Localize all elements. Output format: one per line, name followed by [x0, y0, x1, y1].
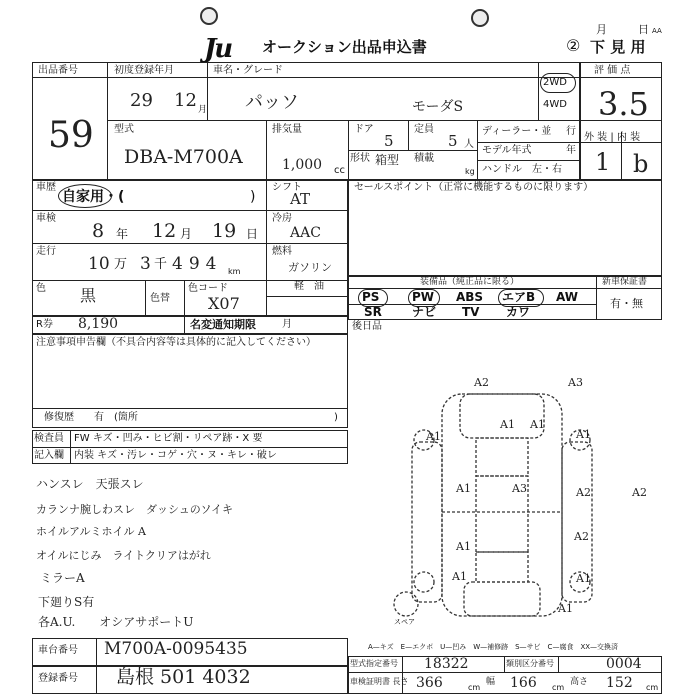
form-title: オークション出品申込書: [262, 38, 427, 56]
label-km: km: [228, 267, 241, 276]
label-exterior-interior: 外 装 | 内 装: [584, 132, 641, 143]
label-width: 幅: [486, 677, 496, 687]
label-notes-header: 注意事項申告欄（不具合内容等は具体的に記入してください）: [36, 337, 316, 348]
label-usage: 車歴: [36, 182, 56, 193]
label-name-change-month: 月: [282, 319, 292, 330]
sales-point-frame: [348, 180, 662, 276]
label-height-cm: cm: [646, 683, 659, 692]
color-value: 黒: [80, 286, 97, 305]
label-year: 年: [566, 145, 576, 156]
label-type-cert: 型式指定番号: [350, 659, 398, 668]
damage-mark: A1: [530, 418, 545, 431]
damage-mark: A3: [568, 376, 583, 389]
label-inspector-codes: FW キズ・凹み・ヒビ割・リペア跡・X 要: [74, 433, 263, 444]
inspection-month: 12: [152, 220, 177, 242]
equipment-pw: PW: [412, 290, 435, 304]
label-displacement: 排気量: [272, 124, 302, 135]
equipment-pw-circle: [408, 289, 440, 307]
warranty-value: 有・無: [610, 297, 643, 310]
label-rating: 評 価 点: [594, 65, 631, 76]
reg-no-value: 島根 501 4032: [116, 666, 251, 688]
label-color-change: 色替: [150, 293, 170, 304]
header-aa-label: AA: [652, 27, 662, 35]
label-model: 型式: [114, 124, 134, 135]
car-windshield: [476, 438, 528, 476]
damage-mark: A1: [452, 570, 467, 583]
ac-value: AAC: [290, 225, 321, 241]
label-repair: 修復歴 有 (箇所: [44, 412, 138, 423]
damage-mark: A2: [576, 486, 591, 499]
label-sales-point: セールスポイント（正常に機能するものに限ります）: [354, 182, 594, 193]
equipment-airbag: エアB: [502, 290, 536, 304]
label-equipment: 装備品（純正品に限る）: [420, 277, 520, 287]
mileage-rest-value: 494: [172, 254, 223, 274]
damage-mark: A1: [456, 482, 471, 495]
label-sen: 千: [154, 257, 168, 272]
lot-no-value: 59: [48, 115, 94, 156]
label-marker-codes: 内装 キズ・汚レ・コゲ・穴・ヌ・キレ・破レ: [74, 450, 277, 461]
equipment-tv: TV: [462, 305, 480, 319]
usage-value: 自家用・(: [62, 189, 125, 205]
label-class-cat: 類別区分番号: [506, 659, 554, 668]
mileage-sen-value: 3: [140, 254, 151, 274]
shift-value: AT: [290, 190, 311, 208]
damage-mark: A1: [500, 418, 515, 431]
label-color: 色: [36, 283, 46, 294]
note-line-2: カランナ腕しわスレ ダッシュのソイキ: [36, 503, 234, 516]
car-damage-diagram: [394, 372, 670, 642]
type-cert-value: 18322: [424, 656, 469, 672]
door-value: 5: [384, 132, 394, 150]
note-line-1: ハンスレ 天張スレ: [36, 477, 144, 491]
damage-mark: A1: [426, 430, 441, 443]
damage-mark: A1: [558, 602, 573, 615]
label-fuel: 燃料: [272, 246, 292, 257]
label-person: 人: [464, 139, 474, 150]
width-value: 166: [510, 675, 537, 691]
label-color-code: 色コード: [188, 283, 228, 294]
header-day-label: 日: [638, 23, 649, 36]
label-cert-length: 車検証明書 長さ: [350, 677, 409, 686]
label-dealer-year: 行: [566, 126, 576, 137]
label-recycle: R券: [36, 319, 53, 330]
car-rear-window: [476, 552, 528, 582]
label-dealer: ディーラー・並: [482, 126, 552, 137]
first-reg-month-suffix: 月: [198, 105, 208, 115]
inspection-day: 19: [212, 220, 237, 242]
label-car-name: 車名・グレード: [213, 65, 283, 76]
car-left-side: [412, 442, 442, 602]
class-cat-value: 0004: [606, 656, 642, 672]
height-value: 152: [606, 675, 633, 691]
label-width-cm: cm: [552, 683, 565, 692]
label-fuel-light: 軽 油: [294, 281, 324, 292]
punch-hole-right: [471, 9, 489, 27]
label-load: 積載: [414, 153, 434, 164]
label-nichi: 日: [246, 227, 259, 241]
rear-left-wheel: [414, 572, 434, 592]
label-chassis: 車台番号: [38, 645, 78, 656]
label-aftermarket: 後日品: [352, 321, 382, 332]
usage-paren-close: ): [250, 189, 256, 205]
fuel-value: ガソリン: [288, 261, 332, 274]
label-damage-legend: A—キズ E—エクボ U—凹み W—補修跡 S—サビ C—腐食 XX—交換済: [368, 643, 619, 651]
capacity-value: 5: [448, 132, 458, 150]
label-inspector: 検査員: [34, 433, 64, 444]
equipment-aw: AW: [556, 290, 578, 304]
damage-mark: A3: [512, 482, 527, 495]
equipment-ps-circle: [358, 289, 388, 307]
equipment-ps: PS: [362, 290, 380, 304]
equipment-navi: ナビ: [412, 305, 437, 319]
label-nen: 年: [116, 227, 129, 241]
note-line-7: 各A.U. オシアサポートU: [38, 615, 194, 629]
label-handle: ハンドル 左・右: [482, 164, 562, 175]
label-repair-close: ): [334, 412, 338, 423]
rating-value: 3.5: [598, 85, 649, 123]
note-line-5: ミラーA: [40, 571, 85, 585]
grade-value: モーダS: [412, 99, 464, 115]
usage-circle: [58, 184, 112, 208]
equipment-abs: ABS: [456, 290, 484, 304]
label-shape: 形状: [350, 153, 370, 164]
equipment-sr: SR: [364, 305, 382, 319]
car-trunk: [464, 582, 540, 616]
note-line-6: 下廻りS有: [38, 595, 95, 609]
label-model-year: モデル年式: [482, 145, 532, 156]
shape-value: 箱型: [375, 153, 400, 167]
recycle-value: 8,190: [78, 316, 119, 332]
note-line-4: オイルにじみ ライトクリアはがれ: [36, 549, 211, 562]
model-value: DBA-M700A: [124, 146, 243, 168]
exterior-value: 1: [595, 148, 611, 176]
car-hood: [460, 394, 544, 438]
color-code-value: X07: [208, 294, 240, 313]
damage-mark: A1: [576, 572, 591, 585]
label-shift: シフト: [272, 182, 302, 193]
label-2wd: 2WD: [543, 77, 567, 88]
label-height: 高さ: [570, 677, 589, 687]
displacement-value: 1,000: [282, 157, 323, 173]
label-capacity: 定員: [414, 124, 434, 135]
note-line-3: ホイルアルミホイル A: [36, 525, 146, 538]
label-new-warranty: 新車保証書: [602, 277, 648, 287]
label-gatsu: 月: [180, 227, 193, 241]
label-door: ドア: [354, 124, 374, 135]
label-4wd: 4WD: [543, 99, 567, 110]
length-value: 366: [416, 675, 443, 691]
header-month-label: 月: [596, 23, 607, 36]
damage-mark: A2: [474, 376, 489, 389]
spare-label: スペア: [394, 618, 415, 626]
label-first-reg: 初度登録年月: [114, 65, 174, 76]
label-length-cm: cm: [468, 683, 481, 692]
copy-label: 下 見 用: [590, 38, 646, 56]
damage-mark: A1: [576, 428, 591, 441]
interior-value: b: [633, 150, 649, 178]
label-kg: kg: [465, 167, 475, 176]
equipment-airbag-circle: [498, 289, 544, 307]
label-reg-no: 登録番号: [38, 673, 78, 684]
spare-tire: [394, 592, 418, 616]
punch-hole-left: [200, 7, 218, 25]
first-reg-year: 29: [130, 90, 153, 111]
label-cc: cc: [334, 165, 345, 176]
label-mileage: 走行: [36, 246, 56, 257]
first-reg-month: 12: [174, 90, 197, 111]
damage-mark: A2: [632, 486, 647, 499]
copy-number: ②: [566, 36, 581, 55]
ju-logo: Ju: [204, 34, 232, 64]
label-marker: 記入欄: [34, 450, 64, 461]
inspection-year: 8: [92, 220, 105, 242]
damage-mark: A2: [574, 530, 589, 543]
label-name-change: 名変通知期限: [190, 318, 256, 331]
damage-mark: A1: [456, 540, 471, 553]
label-inspection: 車検: [36, 213, 56, 224]
chassis-value: M700A-0095435: [104, 639, 248, 659]
label-ac: 冷房: [272, 213, 292, 224]
label-lot-no: 出品番号: [38, 65, 78, 76]
mileage-man-value: 10: [88, 254, 110, 274]
label-man: 万: [114, 257, 128, 272]
equipment-leather: カワ: [506, 305, 531, 319]
car-name-value: パッソ: [245, 92, 299, 113]
